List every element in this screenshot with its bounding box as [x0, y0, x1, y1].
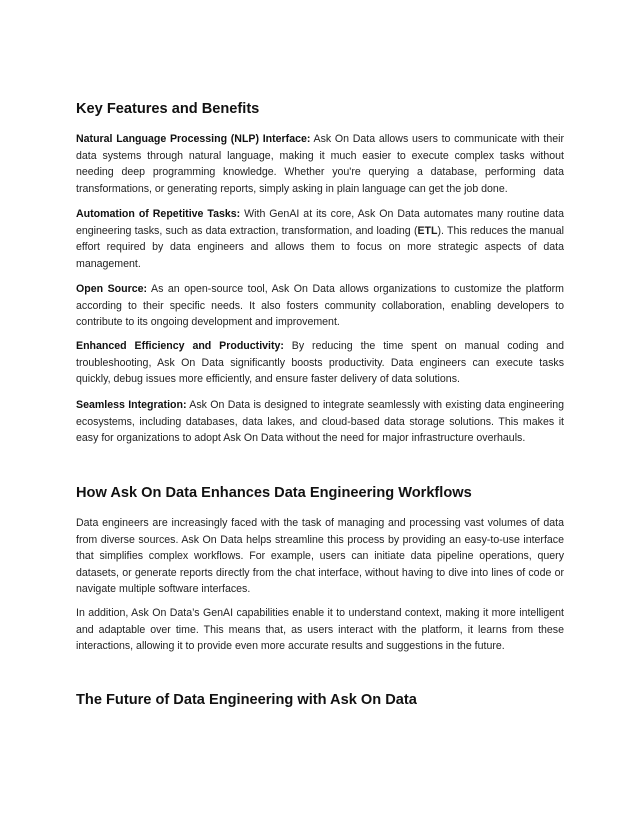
lead-open-source: Open Source:	[76, 283, 148, 295]
paragraph-workflows-1: Data engineers are increasingly faced with the task of managing and processing vast volumes of data from diverse sources. Ask On Data helps streamline this process by providing an easy-to-use interface that simplifies complex workflows. For example, users can initiate data pipeline operations, query datasets, or generate reports directly from the chat interface, without having to dive into lines of code or navigate multiple software interfaces.	[76, 517, 564, 596]
heading-key-features: Key Features and Benefits	[76, 101, 260, 117]
text-nlp-interface: Ask On Data allows users to communicate with their data systems through natural language, making it much easier to execute complex tasks without needing deep programming knowledge. Whether you're querying a database, performing data transformations, or generating reports, simply asking in plain language can get the job done.	[76, 133, 564, 195]
lead-nlp-interface: Natural Language Processing (NLP) Interface:	[76, 133, 311, 145]
lead-automation: Automation of Repetitive Tasks:	[76, 208, 241, 220]
heading-future: The Future of Data Engineering with Ask On Data	[76, 692, 417, 708]
paragraph-automation	[76, 206, 564, 272]
lead-efficiency: Enhanced Efficiency and Productivity:	[76, 340, 284, 352]
heading-workflows: How Ask On Data Enhances Data Engineering Workflows	[76, 485, 472, 501]
text-integration: Ask On Data is designed to integrate seamlessly with existing data engineering ecosystems, including databases, data lakes, and cloud-based data storage solutions. This makes it easy for organizations to adopt Ask On Data without the need for major infrastructure overhauls.	[76, 399, 565, 445]
text-automation-etl: ETL	[417, 224, 438, 237]
paragraph-integration	[76, 397, 564, 447]
text-open-source: As an open-source tool, Ask On Data allows organizations to customize the platform according to their specific needs. It also fosters community collaboration, enabling developers to contribute to its ongoing development and improvement.	[76, 283, 565, 329]
text-automation-after: ). This reduces the manual effort required by data engineers and allows them to focus on more strategic aspects of data management.	[76, 224, 565, 270]
lead-integration: Seamless Integration:	[76, 399, 187, 411]
text-efficiency: By reducing the time spent on manual coding and troubleshooting, Ask On Data significantly boosts productivity. Data engineers can execute tasks quickly, debug issues more efficiently, and ensure faster delivery of data solutions.	[76, 340, 564, 386]
paragraph-efficiency	[76, 338, 564, 388]
text-automation-before: With GenAI at its core, Ask On Data automates many routine data engineering tasks, such as data extraction, transformation, and loading (	[76, 208, 564, 237]
paragraph-open-source	[76, 281, 564, 331]
paragraph-workflows-2: In addition, Ask On Data’s GenAI capabilities enable it to understand context, making it more intelligent and adaptable over time. This means that, as users interact with the platform, it learns from these interactions, allowing it to provide even more accurate results and suggestions in the future.	[76, 607, 564, 653]
paragraph-nlp-interface	[76, 131, 564, 197]
